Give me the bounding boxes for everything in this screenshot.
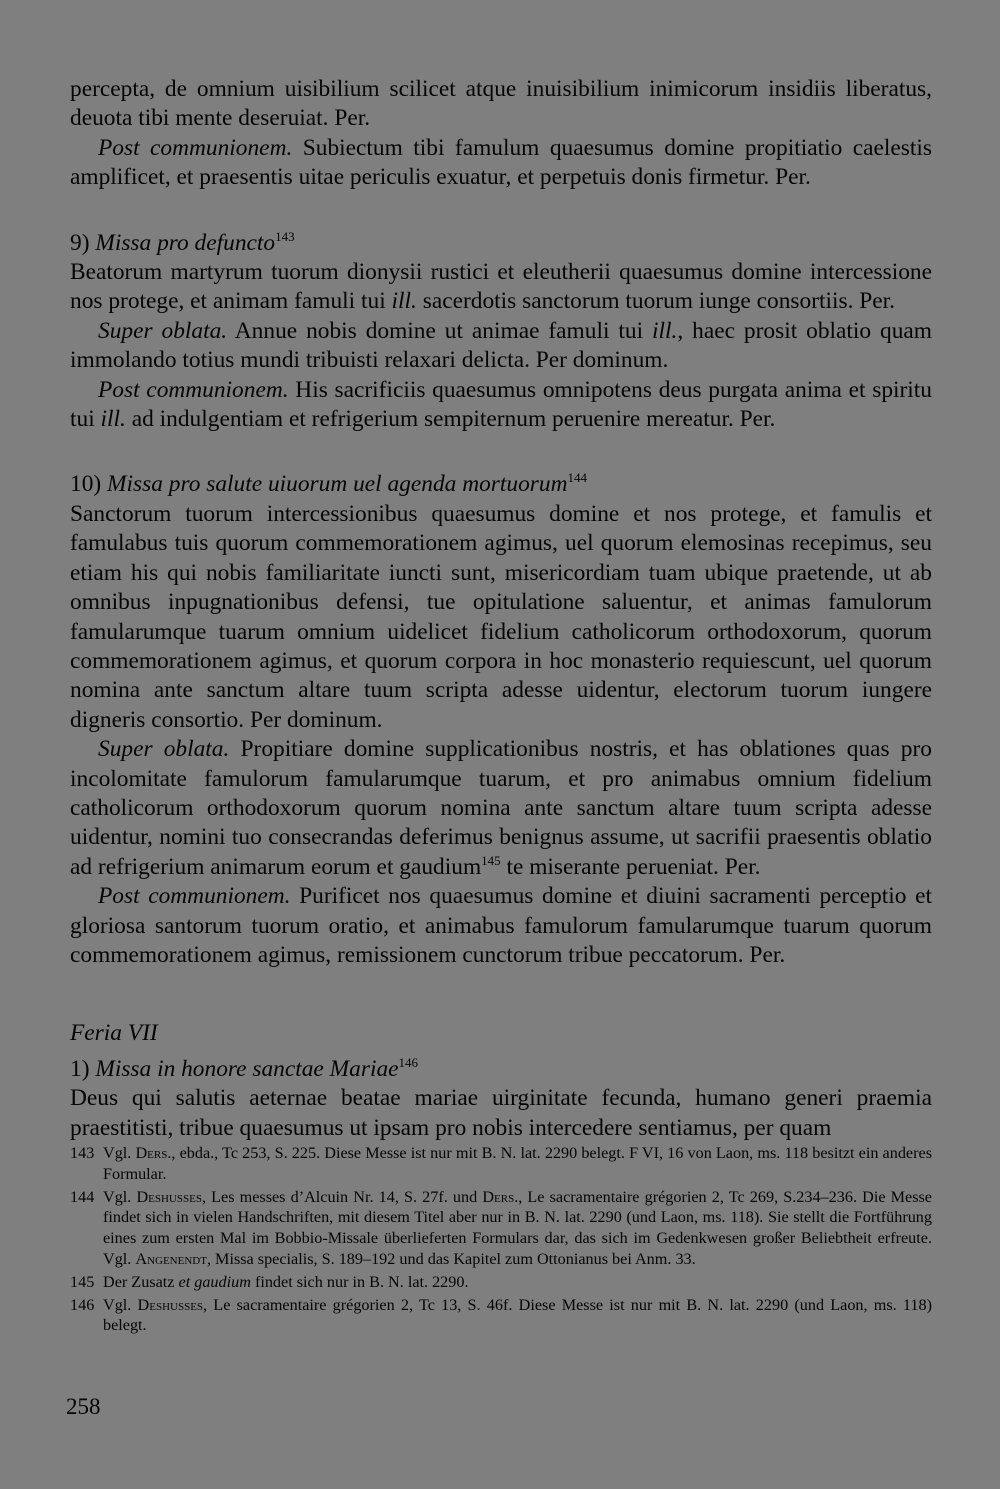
paragraph-text: Beatorum martyrum tuorum dionysii rustici et eleutherii quaesumus domine intercessione nos protege, et animam famuli tui	[70, 259, 932, 315]
footnote-fragment: , ebda., Tc 253, S. 225. Diese Messe ist nur mit B. N. lat. 2290 belegt. F VI, 16 von Laon, ms. 118 besitzt ein anderes Formular.	[103, 1144, 932, 1183]
paragraph	[70, 134, 932, 193]
paragraph-text: Sanctorum tuorum intercessionibus quaesumus domine et nos protege, et famulis et famulabus tuis quorum commemorationem agimus, uel quorum elemosinas recepimus, seu etiam his qui nobis familiaritate iuncti sunt, misericordiam tuam ubique praetende, ut ab omnibus inpugnationibus defensi, tue opitulatione saluentur, et animas famulorum famularumque tuarum omnium uidelicet fidelium catholicorum orthodoxorum, quorum commemorationem agimus, et quorum corpora in hoc monasterio requiescunt, uel quorum nomina ante sanctum altare tuum scripta adesse uidentur, electorum tuorum iungere digneris consortio. Per dominum.	[70, 500, 932, 733]
paragraph-text: percepta, de omnium uisibilium scilicet atque inuisibilium inimicorum insidiis liberatus, deuota tibi mente deseruiat. Per.	[70, 76, 932, 132]
footnote-ref[interactable]: 145	[481, 852, 501, 868]
footnote-number: 143	[70, 1144, 95, 1162]
paragraph-text: His sacrificiis quaesumus omnipotens deus purgata anima et spiritu tui	[70, 376, 932, 433]
footnote-fragment: , Missa specialis, S. 189–192 und das Kapitel zum Ottonianus bei Anm. 33.	[206, 1249, 696, 1268]
author-name: Ders.	[482, 1187, 519, 1206]
paragraph	[70, 882, 932, 970]
author-name: Angenendt	[135, 1249, 207, 1268]
footnote-fragment: Vgl.	[103, 1144, 136, 1162]
rubric: Super oblata.	[98, 317, 228, 344]
paragraph	[70, 317, 932, 376]
paragraph-text: Annue nobis domine ut animae famuli tui	[227, 317, 653, 344]
feria-title: Feria VII	[70, 1020, 158, 1047]
paragraph-text: sacerdotis sanctorum tuorum iunge consortiis. Per.	[416, 288, 896, 315]
footnote-text	[103, 1143, 932, 1185]
section-title: Missa in honore sanctae Mariae	[95, 1055, 399, 1082]
footnote	[70, 1295, 932, 1337]
spacer	[70, 970, 932, 1019]
footnote-fragment: findet sich nur in B. N. lat. 2290.	[250, 1272, 469, 1291]
paragraph-text: Subiectum tibi famulum quaesumus domine propitiatio caelestis amplificet, et praesentis uitae periculis exuatur, et perpetuis donis firmetur. Per.	[70, 134, 932, 191]
footnote-fragment: , Le sacramentaire grégorien 2, Tc 13, S. 46f. Diese Messe ist nur mit B. N. lat. 2290 (und Laon, ms. 118) belegt.	[103, 1295, 933, 1335]
section-heading	[70, 1055, 932, 1084]
section-number: 10)	[70, 471, 108, 498]
paragraph-text: Propitiare domine supplicationibus nostris, et has oblationes quas pro incolomitate famulorum famularumque tuarum, et pro animabus omnium fidelium catholicorum orthodoxorum quorum nomina ante sanctum altare tuum scripta adesse uidentur, nomini tuo consecrandas deferimus benignus assume, ut sacrifii praesentis oblatio ad refrigerium animarum eorum et gaudium	[70, 736, 932, 880]
footnote-ref[interactable]: 144	[567, 470, 587, 486]
paragraph-text: , haec prosit oblatio quam immolando totius mundi tribuisti relaxari delicta. Per dominum.	[70, 317, 932, 374]
rubric: Post communionem.	[98, 134, 293, 161]
section-number: 9)	[70, 229, 96, 256]
spacer	[70, 434, 932, 470]
footnote-number: 145	[70, 1272, 95, 1291]
author-name: Deshusses	[136, 1187, 202, 1206]
footnote-fragment: , Les messes d’Alcuin Nr. 14, S. 27f. und	[201, 1187, 483, 1206]
section-title: Missa pro defuncto	[95, 229, 276, 256]
rubric: Post communionem.	[98, 376, 289, 403]
section-number: 1)	[70, 1055, 96, 1082]
section-heading	[70, 229, 932, 258]
paragraph-text: te miserante perueniat. Per.	[500, 853, 761, 880]
footnote-text	[103, 1272, 932, 1293]
footnote-number: 144	[70, 1187, 95, 1206]
footnote-fragment: Der Zusatz	[103, 1272, 179, 1291]
footnote-ref[interactable]: 146	[398, 1054, 419, 1070]
section-title: Missa pro salute uiuorum uel agenda mortuorum	[107, 471, 568, 498]
footnote-fragment: Vgl.	[103, 1295, 138, 1314]
footnote	[70, 1143, 932, 1185]
footnote-fragment: Vgl.	[103, 1187, 137, 1206]
placeholder-ill: ill.	[391, 288, 417, 315]
placeholder-ill: ill.	[652, 317, 678, 344]
rubric: Post communionem.	[98, 883, 291, 910]
paragraph	[70, 1084, 932, 1143]
rubric: Super oblata.	[98, 736, 230, 763]
footnote	[70, 1187, 932, 1270]
page-number: 258	[66, 1394, 101, 1419]
placeholder-ill: ill.	[100, 406, 126, 433]
paragraph	[70, 735, 932, 882]
paragraph-text: Deus qui salutis aeternae beatae mariae uirginitate fecunda, humano generi praemia praestitisti, tribue quaesumus ut ipsam pro nobis intercedere sentiamus, per quam	[70, 1085, 932, 1141]
main-text	[70, 75, 932, 1143]
footnote-ref[interactable]: 143	[275, 228, 295, 244]
footnote-text	[103, 1295, 932, 1337]
paragraph	[70, 75, 932, 134]
footnote-fragment: , Le sacramentaire grégorien 2, Tc 269, S.234–236. Die Messe findet sich in vielen Handschriften, mit diesem Titel aber nur in B. N. lat. 2290 (und Laon, ms. 118). Sie stellt die Fortführung eines zum ersten Mal im Bobbio-Missale überlieferten Formulars dar, das sich im Gedenkwesen großer Beliebtheit erfreute. Vgl.	[103, 1187, 932, 1268]
feria-heading	[70, 1019, 932, 1048]
footnote-number: 146	[70, 1295, 95, 1314]
paragraph	[70, 258, 932, 317]
author-name: Deshusses	[137, 1295, 204, 1314]
footnote-text	[103, 1187, 932, 1270]
footnote-fragment: et gaudium	[178, 1272, 251, 1291]
paragraph	[70, 500, 932, 735]
paragraph	[70, 376, 932, 435]
paragraph-text: Purificet nos quaesumus domine et diuini sacramenti perceptio et gloriosa santorum tuorum oratio, et animabus famulorum famularumque tuarum quorum commemorationem agimus, remissionem cunctorum tribue peccatorum. Per.	[70, 883, 932, 968]
paragraph-text: ad indulgentiam et refrigerium sempiternum peruenire mereatur. Per.	[125, 406, 776, 433]
section-heading	[70, 470, 932, 499]
footnote	[70, 1272, 932, 1293]
spacer	[70, 193, 932, 229]
footnotes	[70, 1143, 932, 1338]
author-name: Ders.	[135, 1144, 172, 1162]
